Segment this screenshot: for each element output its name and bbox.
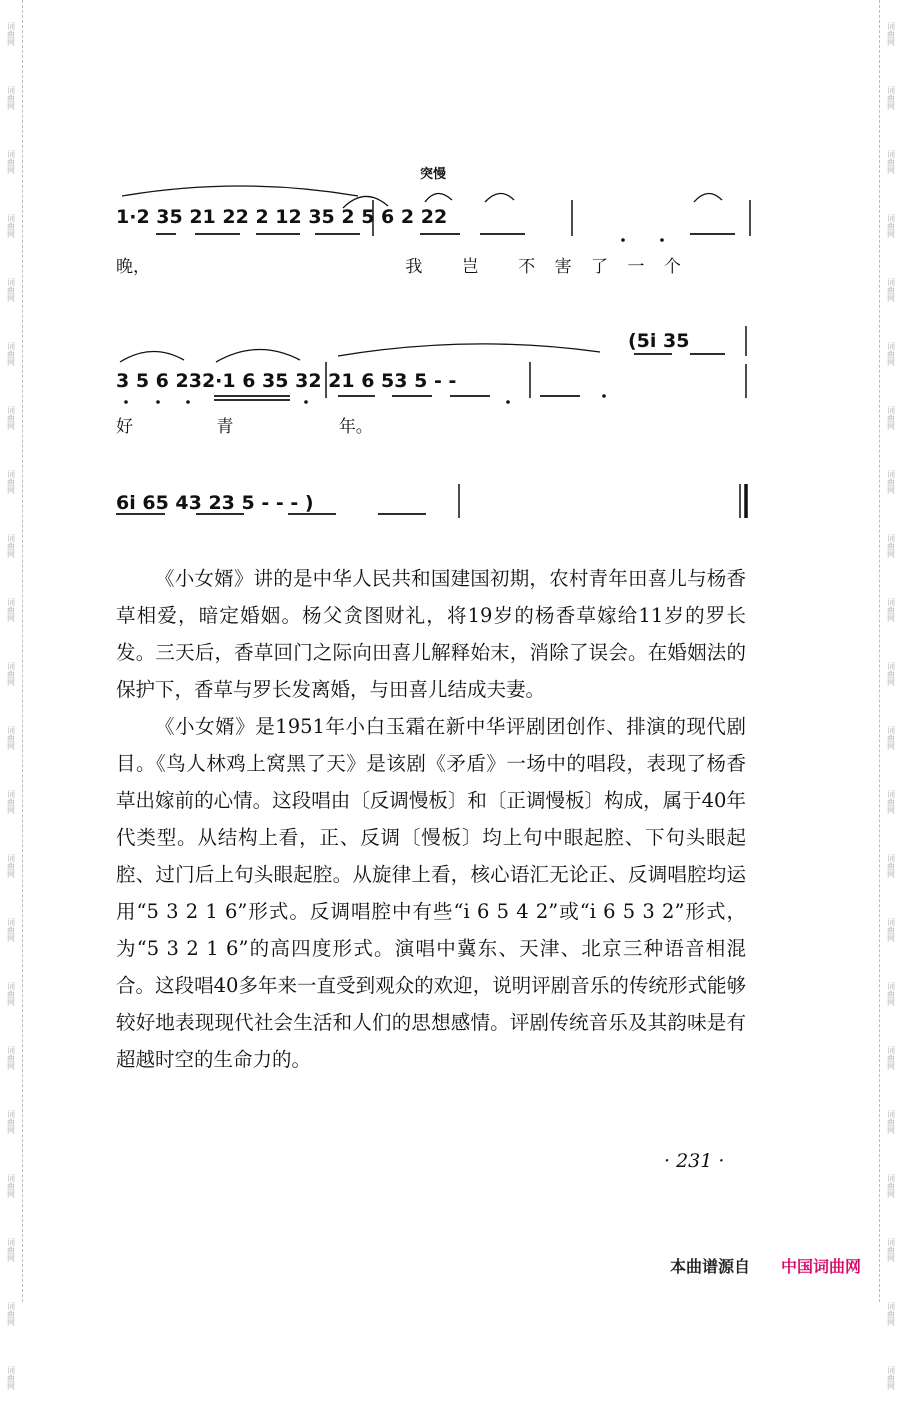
watermark-text: 词曲网 — [6, 278, 16, 302]
low-dot-6 — [304, 400, 308, 404]
low-dot-3 — [124, 400, 128, 404]
slur-line1-e — [694, 193, 722, 202]
watermark-text: 词曲网 — [6, 342, 16, 366]
article-paragraph-2: 《小女婿》是1951年小白玉霜在新中华评剧团创作、排演的现代剧目。《鸟人林鸡上窝黑了天》是该剧《矛盾》一场中的唱段，表现了杨香草出嫁前的心情。这段唱由〔反调慢板〕和〔正调慢板〕构成，属于40年代类型。从结构上看，正、反调〔慢板〕均上句中眼起腔、下句头眼起腔、过门后上句头眼起腔。从旋律上看，核心语汇无论正、反调唱腔均运用“5 3 2 1 6”形式。反调唱腔中有些“i 6 5 4 2”或“i 6 5 3 2”形式，为“5 3 2 1 6”的高四度形式。演唱中冀东、天津、北京三种语音相混合。这段唱40多年来一直受到观众的欢迎，说明评剧音乐的传统形式能够较好地表现现代社会生活和人们的思想感情。评剧传统音乐及其韵味是有超越时空的生命力的。 — [116, 715, 746, 1071]
lyrics-line-1 — [116, 252, 681, 277]
watermark-text: 词曲网 — [886, 918, 896, 942]
watermark-text: 词曲网 — [6, 22, 16, 46]
lyric-10: 青 — [216, 417, 234, 437]
watermark-text: 词曲网 — [886, 1238, 896, 1262]
watermark-text: 词曲网 — [6, 1110, 16, 1134]
watermark-text: 词曲网 — [6, 1046, 16, 1070]
watermark-text: 词曲网 — [886, 278, 896, 302]
watermark-text: 词曲网 — [6, 726, 16, 750]
lyric-11: 年。 — [338, 417, 373, 437]
low-dot-1 — [621, 238, 625, 242]
footer-brand-link[interactable]: 中国词曲网 — [781, 1257, 862, 1276]
score-line-2: 3 5 6 232·1 6 35 32 21 6 53 5 - - — [116, 370, 457, 392]
watermark-text: 词曲网 — [6, 790, 16, 814]
article-body — [116, 560, 746, 1078]
score-line-1: 1·2 35 21 22 2 12 35 2 5 6 2 22 — [116, 206, 448, 228]
slur-line2-c — [338, 344, 600, 356]
watermark-text: 词曲网 — [6, 470, 16, 494]
watermark-text: 词曲网 — [886, 406, 896, 430]
low-dot-7 — [506, 400, 510, 404]
slur-line1-d — [485, 193, 514, 202]
lyric-9: 好 — [116, 417, 133, 437]
watermark-text: 词曲网 — [6, 982, 16, 1006]
watermark-text: 词曲网 — [886, 726, 896, 750]
slur-line1-c — [425, 193, 452, 202]
slur-line2-b — [216, 349, 300, 362]
score-line-3: 6i 65 43 23 5 - - - ) — [116, 492, 314, 514]
watermark-text: 词曲网 — [886, 1110, 896, 1134]
watermark-text: 词曲网 — [6, 150, 16, 174]
watermark-text: 词曲网 — [6, 86, 16, 110]
watermark-text: 词曲网 — [6, 1366, 16, 1390]
watermark-text: 词曲网 — [6, 662, 16, 686]
lyric-5: 害 — [554, 257, 572, 277]
watermark-text: 词曲网 — [6, 1302, 16, 1326]
slur-line2-a — [120, 351, 184, 362]
watermark-text: 词曲网 — [6, 1238, 16, 1262]
page-number: · 231 · — [664, 1150, 725, 1172]
watermark-text: 词曲网 — [6, 598, 16, 622]
watermark-text: 词曲网 — [886, 982, 896, 1006]
lyric-4: 不 — [518, 257, 536, 277]
watermark-text: 词曲网 — [886, 662, 896, 686]
watermark-text: 词曲网 — [886, 86, 896, 110]
lyric-8: 个 — [663, 257, 681, 277]
watermark-text: 词曲网 — [886, 214, 896, 238]
watermark-text: 词曲网 — [886, 1174, 896, 1198]
watermark-text: 词曲网 — [6, 854, 16, 878]
lyric-1: 晚， — [116, 257, 150, 277]
watermark-text: 词曲网 — [886, 854, 896, 878]
watermark-text: 词曲网 — [6, 534, 16, 558]
lyric-3: 岂 — [461, 257, 479, 277]
watermark-text: 词曲网 — [886, 598, 896, 622]
watermark-text: 词曲网 — [886, 342, 896, 366]
lyric-2: 我 — [405, 257, 423, 277]
low-dot-8 — [602, 394, 606, 398]
watermark-text: 词曲网 — [886, 790, 896, 814]
score-notation-graphics — [0, 0, 902, 560]
lyrics-line-2 — [116, 412, 373, 437]
tempo-mark: 突慢 — [420, 167, 447, 182]
watermark-text: 词曲网 — [6, 406, 16, 430]
low-dot-4 — [156, 400, 160, 404]
lyric-7: 一 — [627, 257, 645, 277]
watermark-text: 词曲网 — [886, 22, 896, 46]
watermark-text: 词曲网 — [886, 1302, 896, 1326]
watermark-text: 词曲网 — [886, 470, 896, 494]
watermark-text: 词曲网 — [6, 1174, 16, 1198]
watermark-text: 词曲网 — [6, 918, 16, 942]
watermark-text: 词曲网 — [886, 1366, 896, 1390]
watermark-text: 词曲网 — [886, 150, 896, 174]
low-dot-5 — [186, 400, 190, 404]
footer-source-label: 本曲谱源自 — [670, 1257, 751, 1276]
score-line-2-interlude: (5i 35 — [628, 330, 690, 352]
watermark-text: 词曲网 — [886, 1046, 896, 1070]
slur-line1-a — [122, 186, 358, 196]
lyric-6: 了 — [591, 257, 609, 277]
low-dot-2 — [660, 238, 664, 242]
watermark-text: 词曲网 — [886, 534, 896, 558]
article-paragraph-1: 《小女婿》讲的是中华人民共和国建国初期，农村青年田喜儿与杨香草相爱，暗定婚姻。杨父贪图财礼，将19岁的杨香草嫁给11岁的罗长发。三天后，香草回门之际向田喜儿解释始末，消除了误会。在婚姻法的保护下，香草与罗长发离婚，与田喜儿结成夫妻。 — [116, 567, 746, 701]
watermark-text: 词曲网 — [6, 214, 16, 238]
